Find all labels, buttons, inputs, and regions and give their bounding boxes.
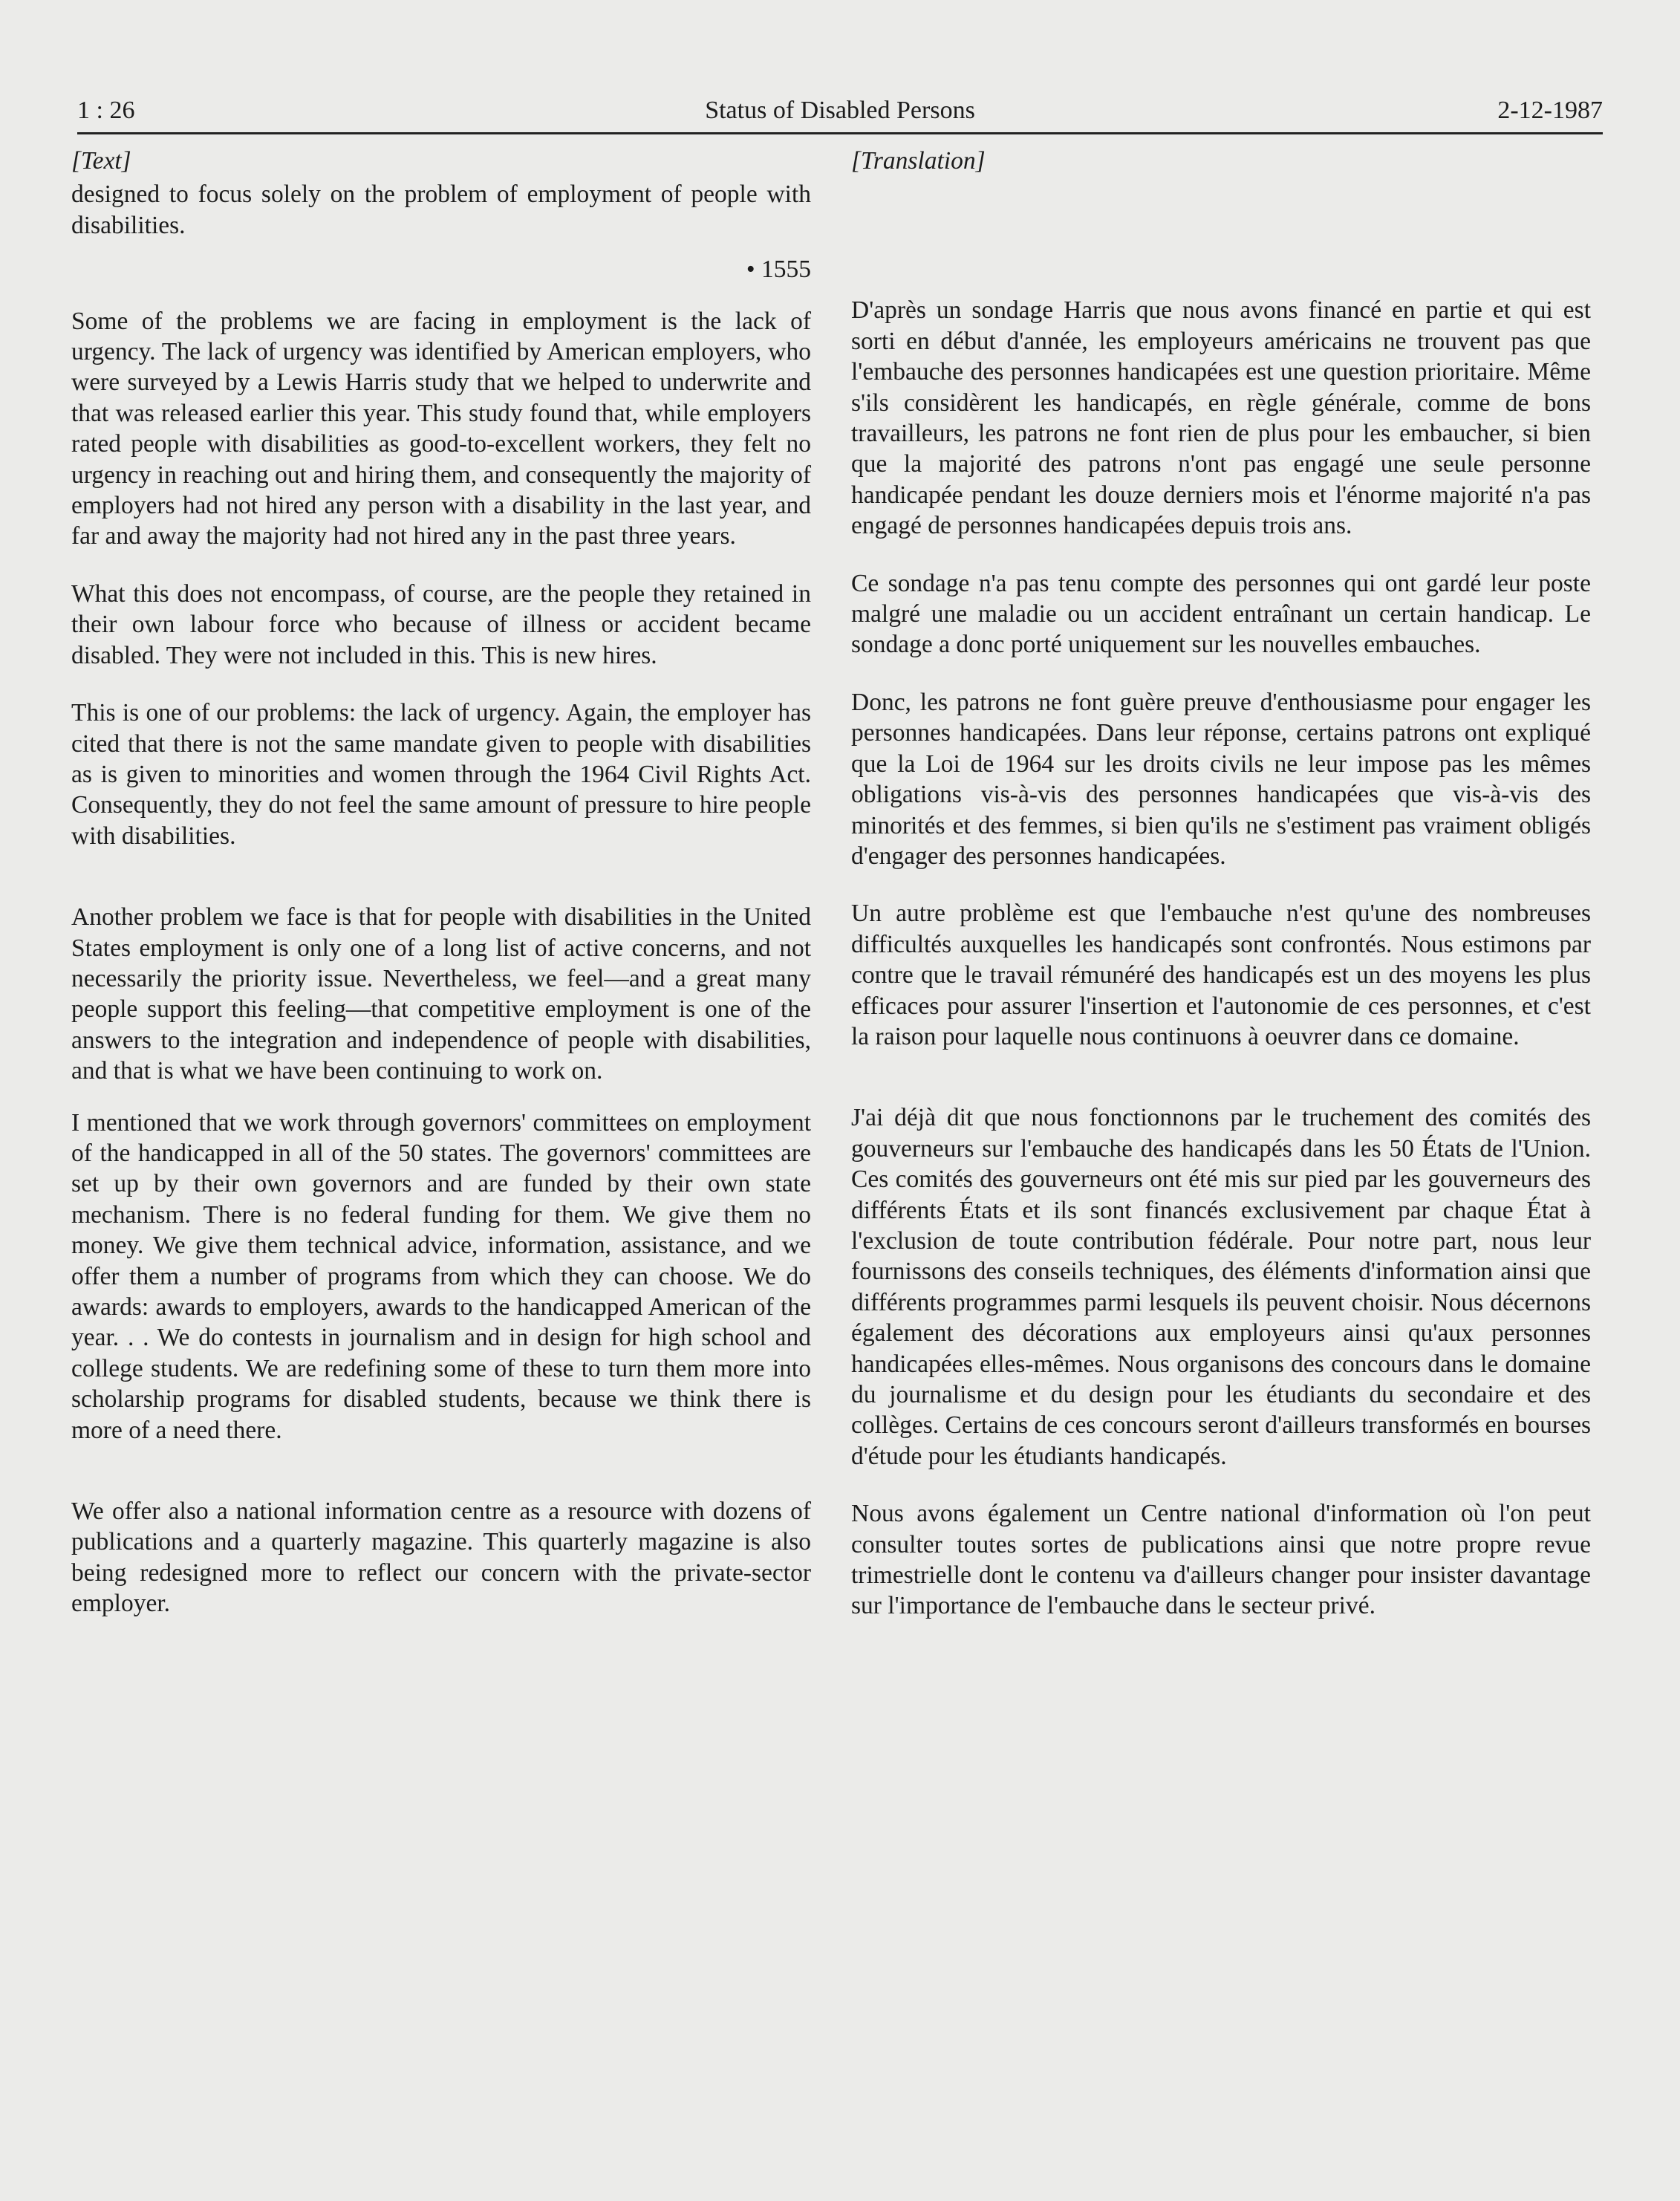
text-label: [Text] bbox=[71, 147, 131, 175]
french-column bbox=[851, 146, 1591, 1622]
running-title: Status of Disabled Persons bbox=[705, 97, 975, 124]
paragraph: This is one of our problems: the lack of urgency. Again, the employer has cited that there is not the same mandate given to people with disabilities as is given to minorities and women through the 1964 Civil Rights Act. Consequently, they do not feel the same amount of pressure to hire people with disabilities. bbox=[71, 699, 811, 850]
paragraph: What this does not encompass, of course, are the people they retained in their own labour force who because of illness or accident became disabled. They were not included in this. This is new hires. bbox=[71, 579, 811, 669]
paragraph: Donc, les patrons ne font guère preuve d'enthousiasme pour engager les personnes handicapées. Dans leur réponse, certains patrons ont expliqué que la Loi de 1964 sur les droits civils ne leur impose pas les mêmes obligations vis-à-vis des personnes handicapées que vis-à-vis des minorités et des femmes, si bien qu'ils ne s'estiment pas vraiment obligés d'engager des personnes handicapées. bbox=[851, 688, 1591, 870]
paragraph: Some of the problems we are facing in employment is the lack of urgency. The lack of urgency was identified by American employers, who were surveyed by a Lewis Harris study that we helped to underwrite and that was released earlier this year. This study found that, while employers rated people with disabilities as good-to-excellent workers, they felt no urgency in reaching out and hiring them, and consequently the majority of employers had not hired any person with a disability in the last year, and far and away the majority had not hired any in the past three years. bbox=[71, 307, 811, 550]
paragraph: Un autre problème est que l'embauche n'est qu'une des nombreuses difficultés auxquelles les handicapés sont confrontés. Nous estimons par contre que le travail rémunéré des handicapés est un des moyens les plus efficaces pour assurer l'insertion et l'autonomie de ces personnes, et c'est la raison pour laquelle nous continuons à oeuvrer dans ce domaine. bbox=[851, 900, 1591, 1050]
paragraph: Another problem we face is that for people with disabilities in the United States employment is only one of a long list of active concerns, and not necessarily the priority issue. Nevertheless, we feel—and a great many people support this feeling—that competitive employment is one of the answers to the integration and independence of people with disabilities, and that is what we have been continuing to work on. bbox=[71, 903, 811, 1085]
paragraph: We offer also a national information centre as a resource with dozens of publications and a quarterly magazine. This quarterly magazine is also being redesigned more to reflect our concern with the private-sector employer. bbox=[71, 1498, 811, 1618]
paragraph: I mentioned that we work through governors' committees on employment of the handicapped in all of the 50 states. The governors' committees are set up by their own governors and are funded by their own state mechanism. There is no federal funding for them. We give them no money. We give them technical advice, information, assistance, and we offer them a number of programs from which they can choose. We do awards: awards to employers, awards to the handicapped American of the year. . . We do contests in journalism and in design for high school and college students. We are redefining some of these to turn them more into scholarship programs for disabled students, because we think there is more of a need there. bbox=[71, 1108, 811, 1444]
page-header bbox=[77, 83, 1603, 134]
paragraph: J'ai déjà dit que nous fonctionnons par le truchement des comités des gouverneurs sur l'embauche des handicapés dans les 50 États de l'Union. Ces comités des gouverneurs ont été mis sur pied par les gouverneurs des différents États et ils sont financés exclusivement par chaque État à l'exclusion de toute contribution fédérale. Pour notre part, nous leur fournissons des conseils techniques, des éléments d'information ainsi que différents programmes parmi lesquels ils peuvent choisir. Nous décernons également des décorations aux employeurs ainsi qu'aux personnes handicapées elles-mêmes. Nous organisons des concours dans le domaine du journalisme et du design pour les étudiants du secondaire et des collèges. Certains de ces concours seront d'ailleurs transformés en bourses d'étude pour les étudiants handicapés. bbox=[851, 1104, 1591, 1470]
page-number: 1 : 26 bbox=[77, 97, 135, 124]
sitting-date: 2-12-1987 bbox=[1497, 97, 1603, 124]
paragraph: Nous avons également un Centre national d'information où l'on peut consulter toutes sortes de publications ainsi que notre propre revue trimestrielle dont le contenu va d'ailleurs changer pour insister davantage sur l'importance de l'embauche dans le secteur privé. bbox=[851, 1500, 1591, 1620]
translation-label: [Translation] bbox=[851, 147, 986, 175]
time-marker: • 1555 bbox=[746, 256, 811, 284]
english-column bbox=[71, 146, 811, 1619]
paragraph: D'après un sondage Harris que nous avons financé en partie et qui est sorti en début d'année, les employeurs américains ne trouvent pas que l'embauche des personnes handicapées est une question prioritaire. Même s'ils considèrent les handicapés, en règle générale, comme de bons travailleurs, les patrons ne font rien de plus pour les embaucher, si bien que la majorité des patrons n'ont pas engagé une seule personne handicapée pendant les douze derniers mois et l'énorme majorité n'a pas engagé de personnes handicapées depuis trois ans. bbox=[851, 296, 1591, 540]
paragraph: designed to focus solely on the problem of employment of people with disabilities. bbox=[71, 181, 811, 239]
paragraph: Ce sondage n'a pas tenu compte des personnes qui ont gardé leur poste malgré une maladie ou un accident entraînant un certain handicap. Le sondage a donc porté uniquement sur les nouvelles embauches. bbox=[851, 569, 1591, 659]
